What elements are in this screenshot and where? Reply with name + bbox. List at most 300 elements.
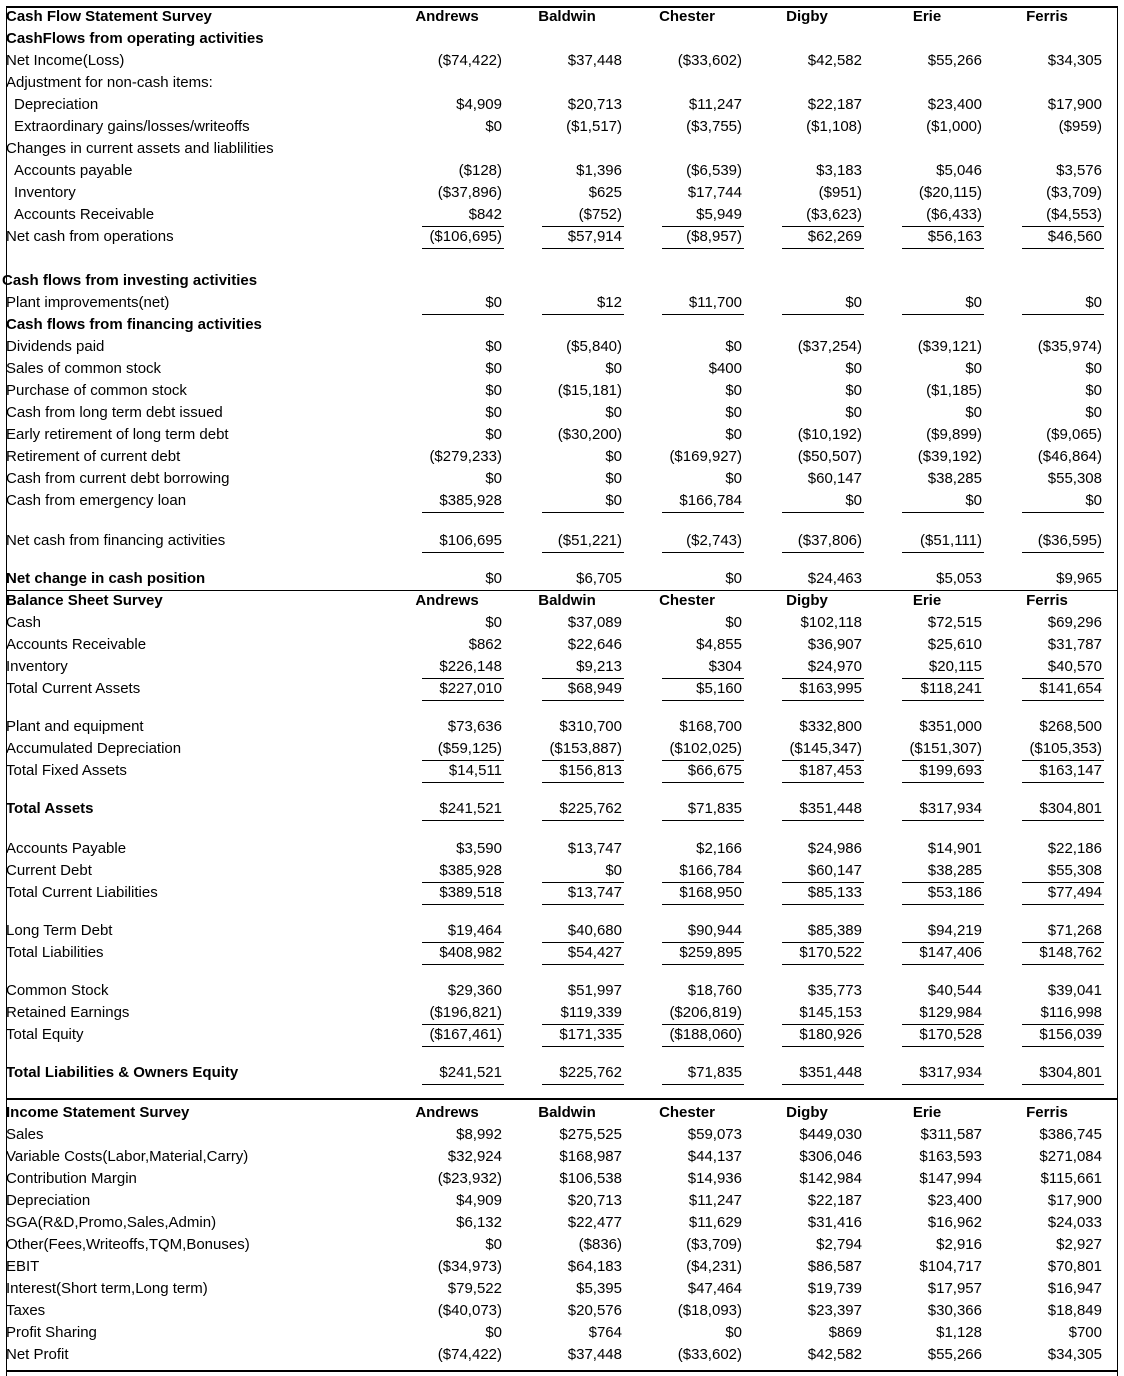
table-cell: $25,610 — [927, 636, 982, 653]
table-cell: $71,835 — [687, 1064, 742, 1081]
cell-underline — [422, 512, 504, 513]
table-row — [0, 738, 1104, 760]
table-row — [0, 1344, 1104, 1366]
row-label-text: Sales of common stock — [6, 360, 162, 377]
table-cell: ($74,422) — [437, 52, 502, 69]
row-label-text: Interest(Short term,Long term) — [6, 1280, 208, 1297]
table-cell: $180,926 — [799, 1026, 862, 1043]
table-cell: ($51,221) — [557, 532, 622, 549]
table-cell: $14,511 — [448, 762, 502, 779]
column-header: Ferris — [1026, 8, 1068, 25]
table-cell: $0 — [845, 382, 862, 399]
table-cell: ($951) — [818, 184, 862, 201]
table-cell: $4,855 — [696, 636, 742, 653]
table-row — [0, 1002, 1104, 1024]
table-cell: ($3,755) — [686, 118, 742, 135]
table-cell: $14,901 — [927, 840, 982, 857]
cell-underline — [902, 904, 984, 905]
table-cell: $46,560 — [1047, 228, 1102, 245]
table-cell: $449,030 — [799, 1126, 862, 1143]
section-divider — [6, 1370, 1118, 1372]
table-row — [0, 204, 1104, 226]
cell-underline — [542, 964, 624, 965]
table-cell: $5,160 — [696, 680, 742, 697]
cell-underline — [662, 964, 744, 965]
cell-underline — [782, 700, 864, 701]
table-cell: $23,400 — [927, 96, 982, 113]
table-row — [0, 568, 1104, 590]
table-cell: $3,590 — [456, 840, 502, 857]
column-header: Erie — [912, 8, 942, 25]
table-cell: $0 — [485, 614, 502, 631]
table-cell: $55,266 — [927, 52, 982, 69]
table-cell: $0 — [485, 382, 502, 399]
table-cell: $71,835 — [687, 800, 742, 817]
section-title: Cash Flow Statement Survey — [6, 8, 212, 25]
cell-underline — [782, 964, 864, 965]
table-cell: $385,928 — [439, 492, 502, 509]
table-cell: $227,010 — [439, 680, 502, 697]
cell-underline — [662, 1046, 744, 1047]
table-row — [0, 424, 1104, 446]
table-cell: $0 — [485, 118, 502, 135]
table-cell: $60,147 — [807, 470, 862, 487]
table-cell: $142,984 — [799, 1170, 862, 1187]
table-cell: $0 — [605, 492, 622, 509]
table-cell: $148,762 — [1039, 944, 1102, 961]
table-cell: ($167,461) — [429, 1026, 502, 1043]
cell-underline — [1022, 512, 1104, 513]
table-cell: $19,464 — [447, 922, 502, 939]
table-cell: $275,525 — [559, 1126, 622, 1143]
table-cell: $85,133 — [807, 884, 862, 901]
row-label-text: Plant and equipment — [6, 718, 144, 735]
table-cell: ($8,957) — [686, 228, 742, 245]
table-row — [0, 612, 1104, 634]
row-label-text: Net cash from financing activities — [6, 532, 226, 549]
column-header: Ferris — [1026, 592, 1068, 609]
row-label-text: Adjustment for non-cash items: — [6, 74, 213, 91]
column-header: Chester — [659, 8, 715, 25]
table-cell: $23,400 — [927, 1192, 982, 1209]
cell-underline — [422, 552, 504, 553]
table-cell: $64,183 — [567, 1258, 622, 1275]
cell-underline — [662, 552, 744, 553]
column-header: Digby — [786, 592, 828, 609]
row-label-text: Net change in cash position — [6, 570, 206, 587]
table-row — [0, 920, 1104, 942]
table-row — [0, 468, 1104, 490]
table-cell: $0 — [485, 470, 502, 487]
table-cell: $351,448 — [799, 800, 862, 817]
investing-heading — [0, 270, 1104, 292]
table-row — [0, 490, 1104, 512]
table-cell: $0 — [1085, 382, 1102, 399]
table-row — [0, 716, 1104, 738]
table-cell: ($4,553) — [1046, 206, 1102, 223]
table-cell: $118,241 — [920, 680, 982, 697]
cell-underline — [542, 1084, 624, 1085]
table-row — [0, 760, 1104, 782]
table-cell: $31,416 — [807, 1214, 862, 1231]
table-cell: $0 — [845, 492, 862, 509]
cell-underline — [422, 904, 504, 905]
table-cell: $163,147 — [1039, 762, 1102, 779]
table-cell: $24,033 — [1047, 1214, 1102, 1231]
table-cell: $259,895 — [679, 944, 742, 961]
row-label-text: Accounts Receivable — [6, 636, 147, 653]
table-row — [0, 226, 1104, 248]
table-cell: $11,629 — [688, 1214, 742, 1231]
table-cell: $9,965 — [1056, 570, 1102, 587]
table-cell: ($151,307) — [909, 740, 982, 757]
table-cell: ($3,709) — [1046, 184, 1102, 201]
cell-underline — [422, 1084, 504, 1085]
table-cell: $40,544 — [927, 982, 982, 999]
table-cell: $0 — [965, 404, 982, 421]
table-row — [0, 634, 1104, 656]
cell-underline — [902, 964, 984, 965]
table-cell: $42,582 — [807, 1346, 862, 1363]
table-cell: $0 — [485, 338, 502, 355]
cell-underline — [902, 1046, 984, 1047]
table-cell: ($18,093) — [677, 1302, 742, 1319]
frame-right-border — [1117, 6, 1118, 1376]
cell-underline — [422, 700, 504, 701]
table-cell: ($3,709) — [686, 1236, 742, 1253]
table-cell: $145,153 — [799, 1004, 862, 1021]
cell-underline — [422, 782, 504, 783]
table-cell: $14,936 — [687, 1170, 742, 1187]
table-cell: $241,521 — [439, 800, 502, 817]
table-cell: $0 — [965, 294, 982, 311]
row-label-text: Inventory — [14, 184, 76, 201]
table-cell: $171,335 — [559, 1026, 622, 1043]
row-label-text: Dividends paid — [6, 338, 105, 355]
table-cell: $85,389 — [807, 922, 862, 939]
table-cell: $163,995 — [799, 680, 862, 697]
table-cell: $129,984 — [919, 1004, 982, 1021]
table-row — [0, 1212, 1104, 1234]
table-cell: $22,646 — [567, 636, 622, 653]
cell-underline — [542, 904, 624, 905]
row-label-text: Profit Sharing — [6, 1324, 97, 1341]
balance-sheet-header — [0, 590, 1104, 612]
table-row — [0, 1168, 1104, 1190]
table-cell: ($6,539) — [686, 162, 742, 179]
table-cell: $0 — [725, 426, 742, 443]
table-cell: $36,907 — [807, 636, 862, 653]
table-cell: ($33,602) — [677, 52, 742, 69]
table-cell: $106,538 — [559, 1170, 622, 1187]
cell-underline — [1022, 552, 1104, 553]
table-cell: $47,464 — [687, 1280, 742, 1297]
table-cell: $147,994 — [919, 1170, 982, 1187]
table-row — [0, 1190, 1104, 1212]
table-cell: $22,477 — [567, 1214, 622, 1231]
table-cell: $17,900 — [1047, 96, 1102, 113]
cell-underline — [542, 700, 624, 701]
table-cell: $37,448 — [567, 1346, 622, 1363]
cell-underline — [422, 248, 504, 249]
row-label-text: Cash from long term debt issued — [6, 404, 223, 421]
table-row — [0, 656, 1104, 678]
table-cell: $17,957 — [927, 1280, 982, 1297]
cell-underline — [662, 248, 744, 249]
table-cell: $72,515 — [927, 614, 982, 631]
table-cell: $3,183 — [816, 162, 862, 179]
table-cell: $16,962 — [927, 1214, 982, 1231]
section-divider — [6, 1098, 1118, 1100]
row-label-text: Depreciation — [14, 96, 99, 113]
table-cell: $311,587 — [920, 1126, 982, 1143]
table-cell: $59,073 — [687, 1126, 742, 1143]
cash-flow-header — [0, 6, 1104, 28]
table-cell: $764 — [588, 1324, 622, 1341]
table-cell: $23,397 — [807, 1302, 862, 1319]
row-label-text: Accounts Receivable — [14, 206, 155, 223]
table-cell: ($2,743) — [686, 532, 742, 549]
row-label-text: Taxes — [6, 1302, 46, 1319]
row-label-text: Purchase of common stock — [6, 382, 187, 399]
cell-underline — [662, 700, 744, 701]
table-cell: $4,909 — [456, 96, 502, 113]
cell-underline — [902, 248, 984, 249]
table-cell: ($128) — [458, 162, 502, 179]
table-cell: ($39,121) — [917, 338, 982, 355]
cell-underline — [662, 1084, 744, 1085]
table-cell: $24,970 — [807, 658, 862, 675]
table-cell: $389,518 — [439, 884, 502, 901]
table-cell: $29,360 — [447, 982, 502, 999]
column-header: Digby — [786, 1104, 828, 1121]
table-row — [0, 882, 1104, 904]
cell-underline — [782, 1084, 864, 1085]
table-cell: $60,147 — [807, 862, 862, 879]
table-cell: $38,285 — [927, 470, 982, 487]
table-cell: $20,713 — [567, 1192, 622, 1209]
table-cell: $268,500 — [1039, 718, 1102, 735]
table-row — [0, 678, 1104, 700]
table-cell: $13,747 — [567, 840, 622, 857]
table-cell: $86,587 — [807, 1258, 862, 1275]
row-label-text: Cash — [6, 614, 42, 631]
row-label-text: Total Fixed Assets — [6, 762, 127, 779]
row-label-text: Cash flows from financing activities — [6, 316, 262, 333]
operating-heading — [0, 28, 1104, 50]
table-cell: $0 — [485, 1324, 502, 1341]
table-cell: $44,137 — [687, 1148, 742, 1165]
table-cell: $79,522 — [447, 1280, 502, 1297]
table-cell: $0 — [605, 448, 622, 465]
table-cell: $700 — [1068, 1324, 1102, 1341]
cell-underline — [662, 512, 744, 513]
table-cell: $5,949 — [696, 206, 742, 223]
table-cell: ($145,347) — [789, 740, 862, 757]
row-label-text: Changes in current assets and liablilities — [6, 140, 274, 157]
table-cell: $0 — [845, 404, 862, 421]
table-cell: $0 — [485, 404, 502, 421]
table-cell: $0 — [485, 570, 502, 587]
table-cell: $166,784 — [679, 862, 742, 879]
cell-underline — [1022, 1084, 1104, 1085]
table-cell: ($15,181) — [557, 382, 622, 399]
table-cell: ($5,840) — [566, 338, 622, 355]
column-header: Baldwin — [538, 592, 596, 609]
table-cell: $38,285 — [927, 862, 982, 879]
table-cell: ($40,073) — [437, 1302, 502, 1319]
table-cell: ($37,254) — [797, 338, 862, 355]
row-label-text: Retained Earnings — [6, 1004, 130, 1021]
cell-underline — [1022, 248, 1104, 249]
table-cell: $166,784 — [679, 492, 742, 509]
table-cell: $0 — [605, 470, 622, 487]
table-cell: $163,593 — [919, 1148, 982, 1165]
table-cell: $0 — [845, 360, 862, 377]
table-row — [0, 860, 1104, 882]
cell-underline — [542, 512, 624, 513]
table-cell: $0 — [605, 404, 622, 421]
table-cell: ($35,974) — [1037, 338, 1102, 355]
table-cell: ($102,025) — [669, 740, 742, 757]
table-cell: $6,132 — [456, 1214, 502, 1231]
table-cell: ($105,353) — [1029, 740, 1102, 757]
table-cell: $0 — [485, 426, 502, 443]
table-cell: $5,395 — [576, 1280, 622, 1297]
row-label-text: Long Term Debt — [6, 922, 113, 939]
row-label-text: Common Stock — [6, 982, 109, 999]
cell-underline — [902, 552, 984, 553]
table-cell: $54,427 — [567, 944, 622, 961]
table-cell: ($1,517) — [566, 118, 622, 135]
table-cell: $11,700 — [688, 294, 742, 311]
table-cell: $168,700 — [679, 718, 742, 735]
table-cell: $3,576 — [1056, 162, 1102, 179]
row-label-text: Other(Fees,Writeoffs,TQM,Bonuses) — [6, 1236, 250, 1253]
table-cell: $0 — [725, 1324, 742, 1341]
row-label-text: Accumulated Depreciation — [6, 740, 182, 757]
changes-heading — [0, 138, 1104, 160]
table-cell: $51,997 — [567, 982, 622, 999]
table-row — [0, 336, 1104, 358]
table-cell: $5,053 — [936, 570, 982, 587]
table-cell: $55,308 — [1047, 862, 1102, 879]
table-cell: $70,801 — [1047, 1258, 1102, 1275]
table-cell: $20,576 — [567, 1302, 622, 1319]
cell-underline — [542, 1046, 624, 1047]
table-cell: $4,909 — [456, 1192, 502, 1209]
table-cell: $386,745 — [1039, 1126, 1102, 1143]
table-cell: $225,762 — [559, 800, 622, 817]
cell-underline — [902, 782, 984, 783]
table-cell: $53,186 — [927, 884, 982, 901]
table-row — [0, 292, 1104, 314]
table-cell: $304,801 — [1039, 800, 1102, 817]
column-header: Erie — [912, 592, 942, 609]
table-cell: $0 — [1085, 492, 1102, 509]
table-cell: $625 — [588, 184, 622, 201]
table-cell: $400 — [708, 360, 742, 377]
cell-underline — [542, 782, 624, 783]
table-cell: ($106,695) — [429, 228, 502, 245]
row-label-text: Total Liabilities & Owners Equity — [6, 1064, 239, 1081]
table-cell: $225,762 — [559, 1064, 622, 1081]
table-row — [0, 1278, 1104, 1300]
row-label-text: Net cash from operations — [6, 228, 174, 245]
table-cell: $68,949 — [567, 680, 622, 697]
table-cell: $0 — [725, 382, 742, 399]
row-label-text: Net Profit — [6, 1346, 69, 1363]
table-cell: $106,695 — [439, 532, 502, 549]
table-cell: $0 — [1085, 294, 1102, 311]
table-cell: $862 — [468, 636, 502, 653]
row-label-text: Accounts payable — [14, 162, 133, 179]
cell-underline — [662, 820, 744, 821]
table-cell: $304,801 — [1039, 1064, 1102, 1081]
table-cell: $0 — [1085, 404, 1102, 421]
table-cell: ($206,819) — [669, 1004, 742, 1021]
table-row — [0, 1256, 1104, 1278]
row-label-text: Accounts Payable — [6, 840, 127, 857]
table-cell: ($37,896) — [437, 184, 502, 201]
table-cell: ($33,602) — [677, 1346, 742, 1363]
table-row — [0, 1124, 1104, 1146]
table-cell: $168,950 — [679, 884, 742, 901]
table-cell: $9,213 — [576, 658, 622, 675]
table-cell: $66,675 — [687, 762, 742, 779]
table-cell: ($279,233) — [429, 448, 502, 465]
table-cell: $17,744 — [687, 184, 742, 201]
table-cell: $62,269 — [807, 228, 862, 245]
column-header: Baldwin — [538, 8, 596, 25]
table-cell: $11,247 — [688, 96, 742, 113]
cell-underline — [1022, 782, 1104, 783]
table-cell: $0 — [725, 470, 742, 487]
row-label-text: Total Current Liabilities — [6, 884, 158, 901]
table-cell: ($1,185) — [926, 382, 982, 399]
table-cell: $0 — [1085, 360, 1102, 377]
section-divider — [6, 590, 1118, 591]
table-cell: $226,148 — [439, 658, 502, 675]
table-cell: $35,773 — [807, 982, 862, 999]
cell-underline — [1022, 700, 1104, 701]
table-cell: $0 — [725, 614, 742, 631]
table-cell: $187,453 — [799, 762, 862, 779]
table-cell: $304 — [708, 658, 742, 675]
cell-underline — [1022, 964, 1104, 965]
table-cell: $55,308 — [1047, 470, 1102, 487]
table-cell: $102,118 — [800, 614, 862, 631]
table-cell: ($3,623) — [806, 206, 862, 223]
column-header: Chester — [659, 592, 715, 609]
table-cell: $2,927 — [1056, 1236, 1102, 1253]
table-row — [0, 1062, 1104, 1084]
cell-underline — [782, 782, 864, 783]
income-statement-header — [0, 1102, 1104, 1124]
row-label-text: Contribution Margin — [6, 1170, 137, 1187]
row-label-text: EBIT — [6, 1258, 40, 1275]
cell-underline — [422, 820, 504, 821]
section-title: Income Statement Survey — [6, 1104, 190, 1121]
cell-underline — [422, 964, 504, 965]
table-cell: $351,448 — [799, 1064, 862, 1081]
table-row — [0, 160, 1104, 182]
table-cell: $40,570 — [1047, 658, 1102, 675]
table-cell: $6,705 — [576, 570, 622, 587]
table-cell: $119,339 — [560, 1004, 622, 1021]
section-title: Balance Sheet Survey — [6, 592, 163, 609]
table-cell: $408,982 — [439, 944, 502, 961]
